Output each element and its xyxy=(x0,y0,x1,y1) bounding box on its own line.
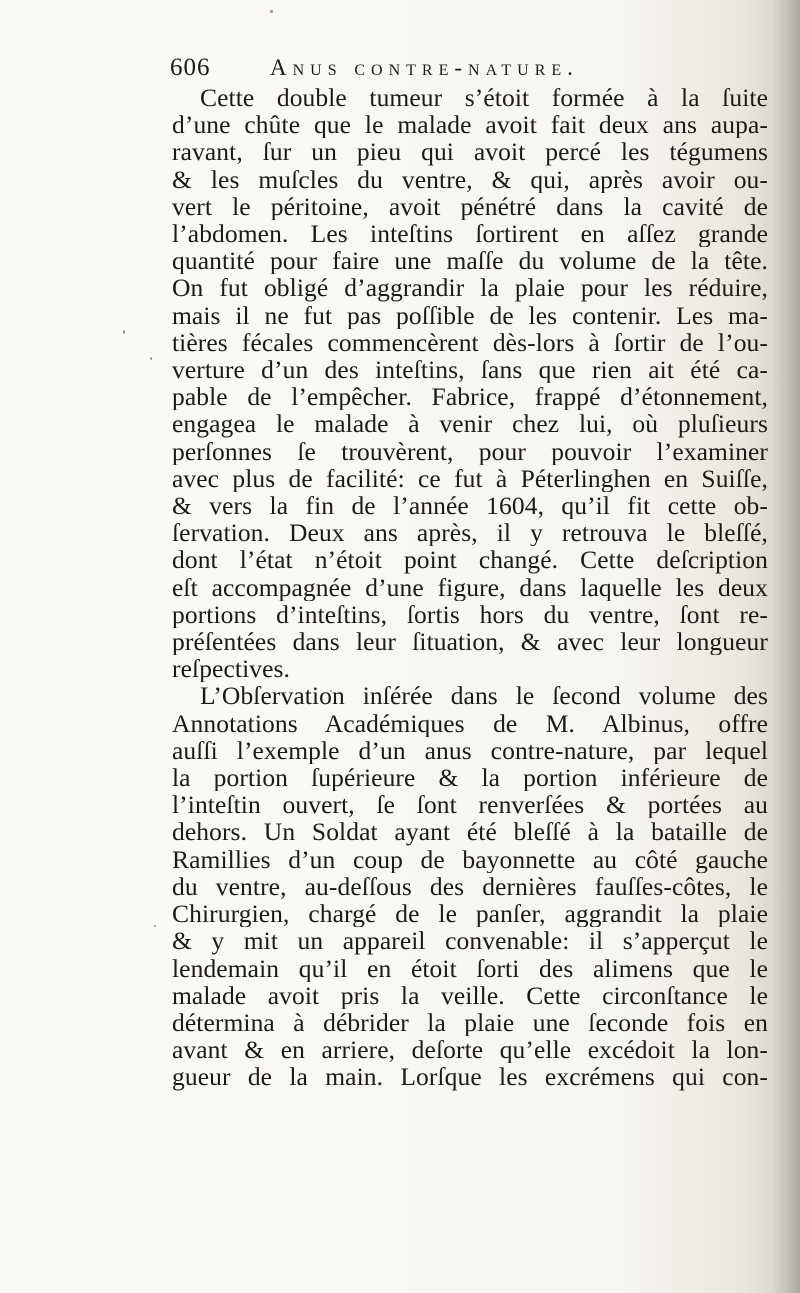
ink-speck xyxy=(270,10,273,13)
text-line: portions d’inteſtins, ſortis hors du ventre, ſont re- xyxy=(172,600,768,629)
text-line: préſentées dans leur ſituation, & avec leur longueur xyxy=(172,628,768,656)
body-text xyxy=(172,84,768,1164)
text-line: avant & en arriere, deſorte qu’elle excédoit la lon- xyxy=(172,1036,768,1064)
page-edge-shadow xyxy=(772,0,800,1293)
text-line: eſt accompagnée d’une figure, dans laquelle les deux xyxy=(172,573,768,601)
text-line: mais il ne fut pas poſſible de les contenir. Les ma- xyxy=(172,301,768,329)
text-line: auſſi l’exemple d’un anus contre-nature, par lequel xyxy=(172,736,768,765)
text-line: ravant, ſur un pieu qui avoit percé les tégumens xyxy=(172,138,768,166)
text-line: avec plus de facilité: ce fut à Péterlinghen en Suiſſe, xyxy=(172,464,768,493)
text-line: détermina à débrider la plaie une ſeconde fois en xyxy=(172,1008,768,1037)
running-title: Anus contre-nature. xyxy=(270,55,579,80)
text-line: l’abdomen. Les inteſtins ſortirent en aſſez grande xyxy=(172,220,768,248)
text-line: l’inteſtin ouvert, ſe ſont renverſées & portées au xyxy=(172,791,768,819)
text-line: quantité pour faire une maſſe du volume de la tête. xyxy=(172,247,768,275)
text-line: Ramillies d’un coup de bayonnette au côté gauche xyxy=(172,845,768,873)
text-line: engagea le malade à venir chez lui, où pluſieurs xyxy=(172,410,768,438)
text-line: reſpectives. xyxy=(172,655,291,683)
text-line: tières fécales commencèrent dès-lors à ſortir de l’ou- xyxy=(172,328,768,357)
page-header xyxy=(170,42,690,82)
ink-speck xyxy=(154,925,156,927)
text-line: Cette double tumeur s’étoit formée à la ſuite xyxy=(200,84,768,112)
text-line: L’Obſervation inſérée dans le ſecond volume des xyxy=(200,682,768,710)
text-line: vert le péritoine, avoit pénétré dans la cavité de xyxy=(172,192,768,221)
text-line: du ventre, au-deſſous des dernières fauſſes-côtes, le xyxy=(172,872,768,901)
text-line: dehors. Un Soldat ayant été bleſſé à la bataille de xyxy=(172,818,768,846)
text-line: & les muſcles du ventre, & qui, après avoir ou- xyxy=(172,165,768,193)
text-line: la portion ſupérieure & la portion inférieure de xyxy=(172,764,768,792)
text-line: perſonnes ſe trouvèrent, pour pouvoir l’examiner xyxy=(172,437,768,465)
text-line: Annotations Académiques de M. Albinus, offre xyxy=(172,709,768,737)
text-line: pable de l’empêcher. Fabrice, frappé d’étonnement, xyxy=(172,383,768,411)
text-line: Chirurgien, chargé de le panſer, aggrandit la plaie xyxy=(172,900,768,928)
paragraph xyxy=(172,84,768,682)
text-line: gueur de la main. Lorſque les excrémens qui con- xyxy=(172,1063,768,1091)
text-line: verture d’un des inteſtins, ſans que rien ait été ca- xyxy=(172,356,768,384)
paragraph xyxy=(172,682,768,1090)
ink-speck xyxy=(123,330,125,334)
page-number: 606 xyxy=(170,54,211,81)
text-line: On fut obligé d’aggrandir la plaie pour les réduire, xyxy=(172,274,768,302)
text-line: dont l’état n’étoit point changé. Cette deſcription xyxy=(172,546,768,574)
text-line: & y mit un appareil convenable: il s’apperçut le xyxy=(172,927,768,955)
text-line: & vers la fin de l’année 1604, qu’il fit cette ob- xyxy=(172,492,768,520)
text-line: d’une chûte que le malade avoit fait deux ans aupa- xyxy=(172,111,768,139)
text-line: ſervation. Deux ans après, il y retrouva le bleſſé, xyxy=(172,519,768,547)
text-line: lendemain qu’il en étoit ſorti des alimens que le xyxy=(172,954,768,982)
text-line: malade avoit pris la veille. Cette circonſtance le xyxy=(172,981,768,1009)
ink-speck xyxy=(150,357,152,360)
